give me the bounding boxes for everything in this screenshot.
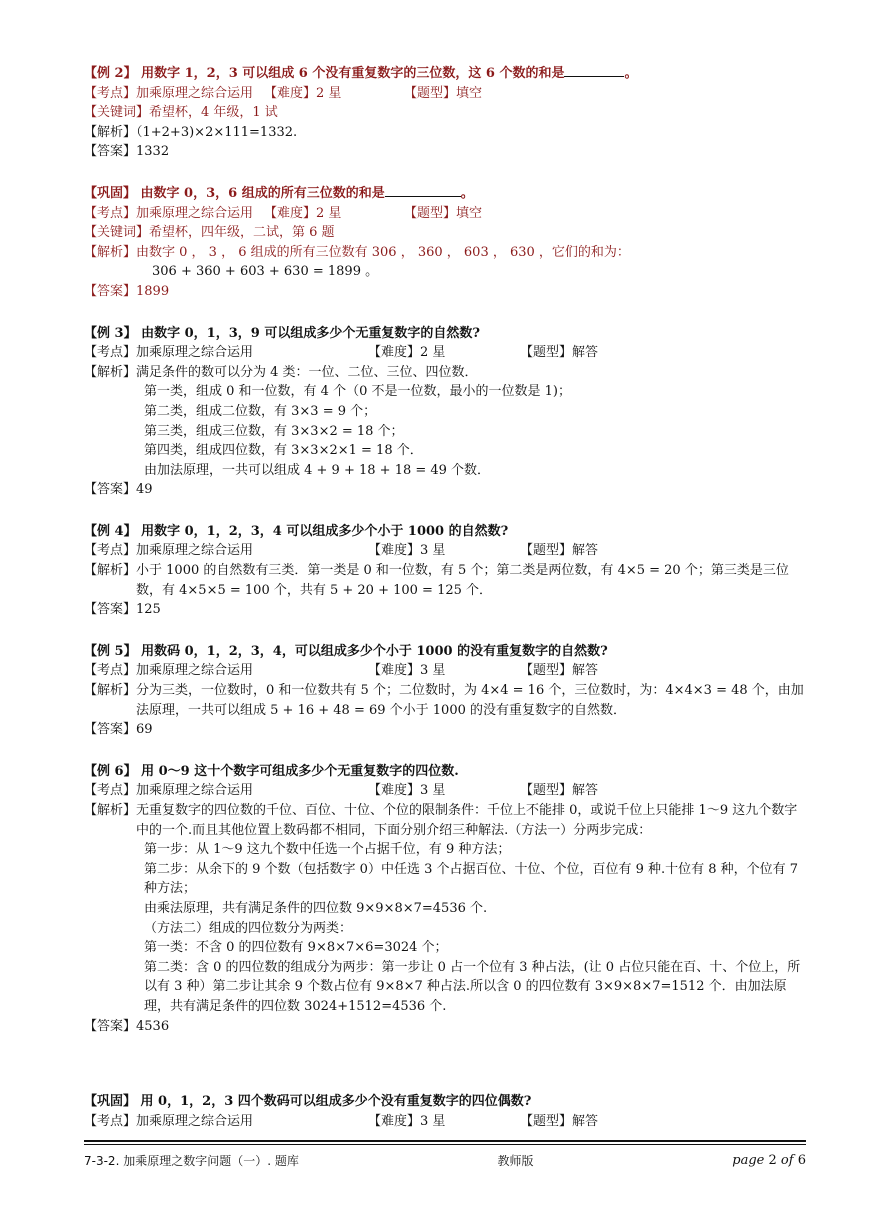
jiexi-line: 由加法原理，一共可以组成 4 + 9 + 18 + 18 = 49 个数．	[144, 462, 491, 478]
jiexi-line: 第二类：含 0 的四位数的组成分为两步：第一步让 0 占一个位有 3 种占法，(让 0 占位只能在百、十、个位上，所以有 3 种）第二步让其余 9 个数占位有 9×8×7 种占法.所以含 0 的四位数有 3×9×8×7=1512 个．由加法原理，共有满足条件的四位数 3024+1512=4536 个.	[144, 959, 801, 1014]
tixing-label: 【题型】解答	[520, 345, 599, 361]
example-4-jiexi	[84, 561, 806, 600]
footer-row	[84, 1152, 806, 1169]
footer-rule-thin	[84, 1144, 806, 1145]
jiexi-line: （方法二）组成的四位数分为两类：	[144, 920, 353, 936]
jiexi-line: 由乘法原理，共有满足条件的四位数 9×9×8×7=4536 个.	[144, 900, 488, 916]
jiexi-line: 第一类：不含 0 的四位数有 9×8×7×6=3024 个；	[144, 940, 448, 956]
example-2-question: 【例 2】 用数字 1，2，3 可以组成 6 个没有重复数字的三位数，这 6 个数的和是	[84, 66, 565, 81]
kaodian-label: 【考点】加乘原理之综合运用	[84, 205, 254, 221]
nandu-label: 【难度】3 星	[368, 543, 446, 559]
answer-line: 【答案】69	[84, 722, 153, 738]
kaodian-label: 【考点】加乘原理之综合运用	[84, 1113, 254, 1129]
example-3-title: 【例 3】 由数字 0，1，3，9 可以组成多少个无重复数字的自然数?	[84, 325, 480, 341]
page-current: 2	[768, 1153, 777, 1168]
consolidation-2	[84, 1092, 806, 1131]
footer-page-number	[732, 1153, 806, 1168]
keywords-line: 【关键词】希望杯，4 年级，1 试	[84, 105, 278, 121]
example-3	[84, 324, 806, 500]
page-of: of	[776, 1153, 798, 1168]
consolidation-1-title	[84, 184, 806, 204]
jiexi-line: 第一类，组成 0 和一位数，有 4 个（0 不是一位数，最小的一位数是 1)；	[144, 384, 571, 400]
nandu-label: 【难度】2 星	[264, 85, 342, 101]
answer-line: 【答案】1899	[84, 283, 170, 299]
tixing-label: 【题型】解答	[520, 663, 599, 679]
footer-edition: 教师版	[497, 1154, 534, 1168]
jiexi-line: 第四类，组成四位数，有 3×3×2×1 = 18 个．	[144, 443, 423, 459]
footer-rule-thick	[84, 1140, 806, 1142]
tixing-label: 【题型】填空	[404, 205, 483, 221]
kaodian-label: 【考点】加乘原理之综合运用	[84, 663, 254, 679]
jiexi-tag: 【解析】	[84, 244, 137, 260]
title-end: 。	[460, 185, 474, 201]
example-6-meta	[84, 781, 806, 801]
jiexi-tag: 【解析】	[84, 364, 137, 380]
answer-line: 【答案】1332	[84, 144, 170, 160]
kaodian-label: 【考点】加乘原理之综合运用	[84, 85, 254, 101]
example-5-title: 【例 5】 用数码 0，1，2，3，4，可以组成多少个小于 1000 的没有重复数字的自然数?	[84, 643, 608, 659]
example-5-meta	[84, 661, 806, 681]
jiexi-text: 【解析】（1+2+3)×2×111=1332.	[84, 124, 298, 140]
keywords-line: 【关键词】希望杯，四年级，二试，第 6 题	[84, 225, 335, 241]
jiexi-text: 满足条件的数可以分为 4 类：一位、二位、三位、四位数．	[136, 364, 478, 380]
tixing-label: 【题型】解答	[520, 543, 599, 559]
jiexi-line: 第一步：从 1～9 这九个数中任选一个占据千位，有 9 种方法；	[144, 842, 511, 858]
jiexi-line: 第二步：从余下的 9 个数（包括数字 0）中任选 3 个占据百位、十位、个位，百位有 9 种.十位有 8 种，个位有 7 种方法；	[144, 861, 799, 897]
jiexi-line: 第二类，组成二位数，有 3×3 = 9 个；	[144, 403, 377, 419]
tixing-label: 【题型】填空	[404, 85, 483, 101]
example-6	[84, 762, 806, 1036]
example-3-jiexi	[84, 363, 806, 383]
page-footer	[84, 1140, 806, 1180]
nandu-label: 【难度】2 星	[264, 205, 342, 221]
footer-doc-title: 7-3-2. 加乘原理之数字问题（一）. 题库	[84, 1154, 299, 1168]
jiexi-text: 小于 1000 的自然数有三类．第一类是 0 和一位数，有 5 个；第二类是两位数，有 4×5 = 20 个；第三类是三位数，有 4×5×5 = 100 个，共有 5 + 20 + 100 = 125 个．	[136, 563, 789, 598]
kaodian-label: 【考点】加乘原理之综合运用	[84, 543, 254, 559]
example-2-jiexi	[84, 123, 806, 143]
consolidation-2-meta	[84, 1112, 806, 1132]
answer-blank	[385, 184, 461, 197]
example-4-meta	[84, 541, 806, 561]
consolidation-1-question: 【巩固】 由数字 0，3，6 组成的所有三位数的和是	[84, 185, 385, 201]
kaodian-label: 【考点】加乘原理之综合运用	[84, 345, 254, 361]
consolidation-1-jiexi	[84, 243, 806, 263]
jiexi-line: 第三类，组成三位数，有 3×3×2 = 18 个；	[144, 423, 404, 439]
answer-line: 【答案】4536	[84, 1018, 170, 1034]
example-3-meta	[84, 343, 806, 363]
answer-line: 【答案】49	[84, 482, 153, 498]
jiexi-text: 由数字 0 ， 3 ， 6 组成的所有三位数有 306 ， 360 ， 603 ， 630 ，它们的和为：	[136, 244, 630, 260]
example-5	[84, 642, 806, 740]
kaodian-label: 【考点】加乘原理之综合运用	[84, 783, 254, 799]
nandu-label: 【难度】2 星	[368, 345, 446, 361]
example-6-title: 【例 6】 用 0～9 这十个数字可组成多少个无重复数字的四位数.	[84, 763, 459, 779]
page-total: 6	[797, 1153, 806, 1168]
example-5-jiexi	[84, 681, 806, 720]
example-4-title: 【例 4】 用数字 0，1，2，3，4 可以组成多少个小于 1000 的自然数?	[84, 523, 509, 539]
jiexi-equation: 306 + 360 + 603 + 630 = 1899 。	[152, 264, 379, 280]
example-2-title	[84, 64, 806, 84]
jiexi-tag: 【解析】	[84, 563, 137, 579]
page-prefix: page	[732, 1153, 769, 1168]
example-2	[84, 64, 806, 162]
consolidation-1-meta	[84, 204, 806, 224]
jiexi-tag: 【解析】	[84, 683, 137, 699]
tixing-label: 【题型】解答	[520, 783, 599, 799]
nandu-label: 【难度】3 星	[368, 783, 446, 799]
consolidation-2-title: 【巩固】 用 0，1，2，3 四个数码可以组成多少个没有重复数字的四位偶数?	[84, 1094, 532, 1110]
answer-blank	[564, 64, 624, 77]
nandu-label: 【难度】3 星	[368, 1113, 446, 1129]
consolidation-1	[84, 184, 806, 302]
tixing-label: 【题型】解答	[520, 1113, 599, 1129]
jiexi-tag: 【解析】	[84, 803, 137, 818]
example-6-jiexi	[84, 801, 806, 840]
page-content	[84, 64, 806, 1153]
example-4	[84, 522, 806, 620]
nandu-label: 【难度】3 星	[368, 663, 446, 679]
title-end: 。	[624, 66, 638, 81]
answer-line: 【答案】125	[84, 602, 161, 618]
jiexi-text: 分为三类，一位数时，0 和一位数共有 5 个；二位数时，为 4×4 = 16 个，三位数时，为：4×4×3 = 48 个，由加法原理，一共可以组成 5 + 16 + 48 = 69 个小于 1000 的没有重复数字的自然数．	[136, 683, 804, 718]
jiexi-text: 无重复数字的四位数的千位、百位、十位、个位的限制条件：千位上不能排 0，或说千位上只能排 1～9 这九个数字中的一个.而且其他位置上数码都不相同，下面分别介绍三种解法.（方法一）分两步完成：	[136, 803, 798, 838]
